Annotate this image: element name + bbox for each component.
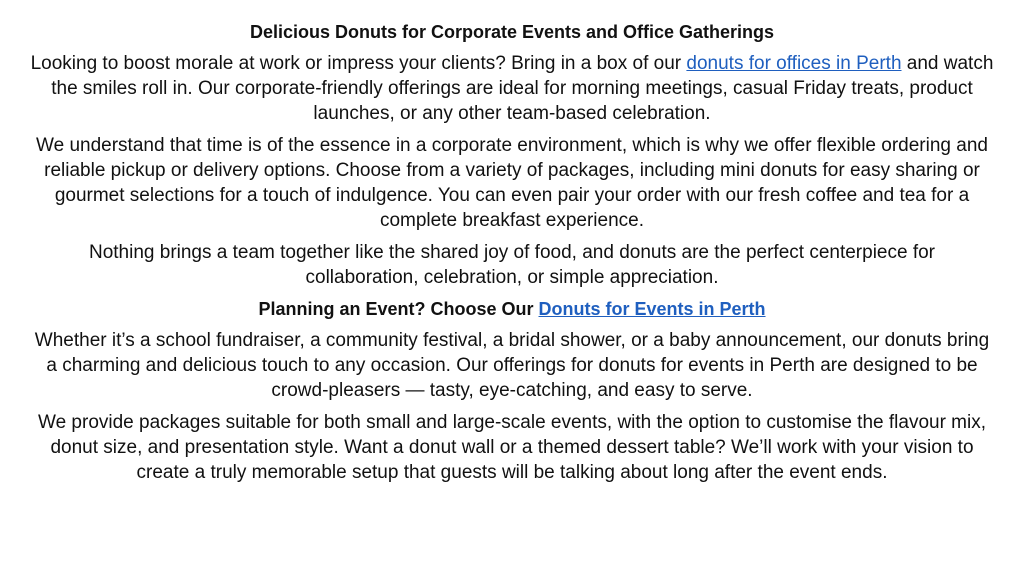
paragraph-ordering: We understand that time is of the essence in a corporate environment, which is why we offer flexible ordering and reliable pickup or delivery options. Choose from a variety of packages, including mini donuts for easy sharing or gourmet selections for a touch of indulgence. You can even pair your order with our fresh coffee and tea for a complete breakfast experience. (36, 135, 988, 231)
donuts-for-offices-link[interactable]: donuts for offices in Perth (686, 53, 902, 74)
section-heading-corporate (30, 20, 994, 44)
paragraph-occasions: Whether it’s a school fundraiser, a community festival, a bridal shower, or a baby announcement, our donuts bring a charming and delicious touch to any occasion. Our offerings for donuts for events in Perth are designed to be crowd-pleasers — tasty, eye-catching, and easy to serve. (34, 330, 990, 401)
heading-text: Planning an Event? Choose Our (258, 299, 539, 319)
paragraph-intro (30, 51, 994, 126)
section-heading-events (30, 297, 994, 321)
donuts-for-events-link[interactable]: Donuts for Events in Perth (538, 299, 766, 319)
paragraph-team: Nothing brings a team together like the shared joy of food, and donuts are the perfect centerpiece for collaboration, celebration, or simple appreciation. (88, 242, 936, 288)
paragraph-text: Looking to boost morale at work or impress your clients? Bring in a box of our (30, 53, 687, 74)
paragraph-packages: We provide packages suitable for both small and large-scale events, with the option to customise the flavour mix, donut size, and presentation style. Want a donut wall or a themed dessert table? We’ll work with your vision to create a truly memorable setup that guests will be talking about long after the event ends. (37, 412, 987, 483)
paragraph-text: and watch the smiles roll in. Our corporate-friendly offerings are ideal for morning meetings, casual Friday treats, product launches, or any other team-based celebration. (51, 53, 994, 124)
heading-text: Delicious Donuts for Corporate Events and Office Gatherings (249, 22, 775, 42)
